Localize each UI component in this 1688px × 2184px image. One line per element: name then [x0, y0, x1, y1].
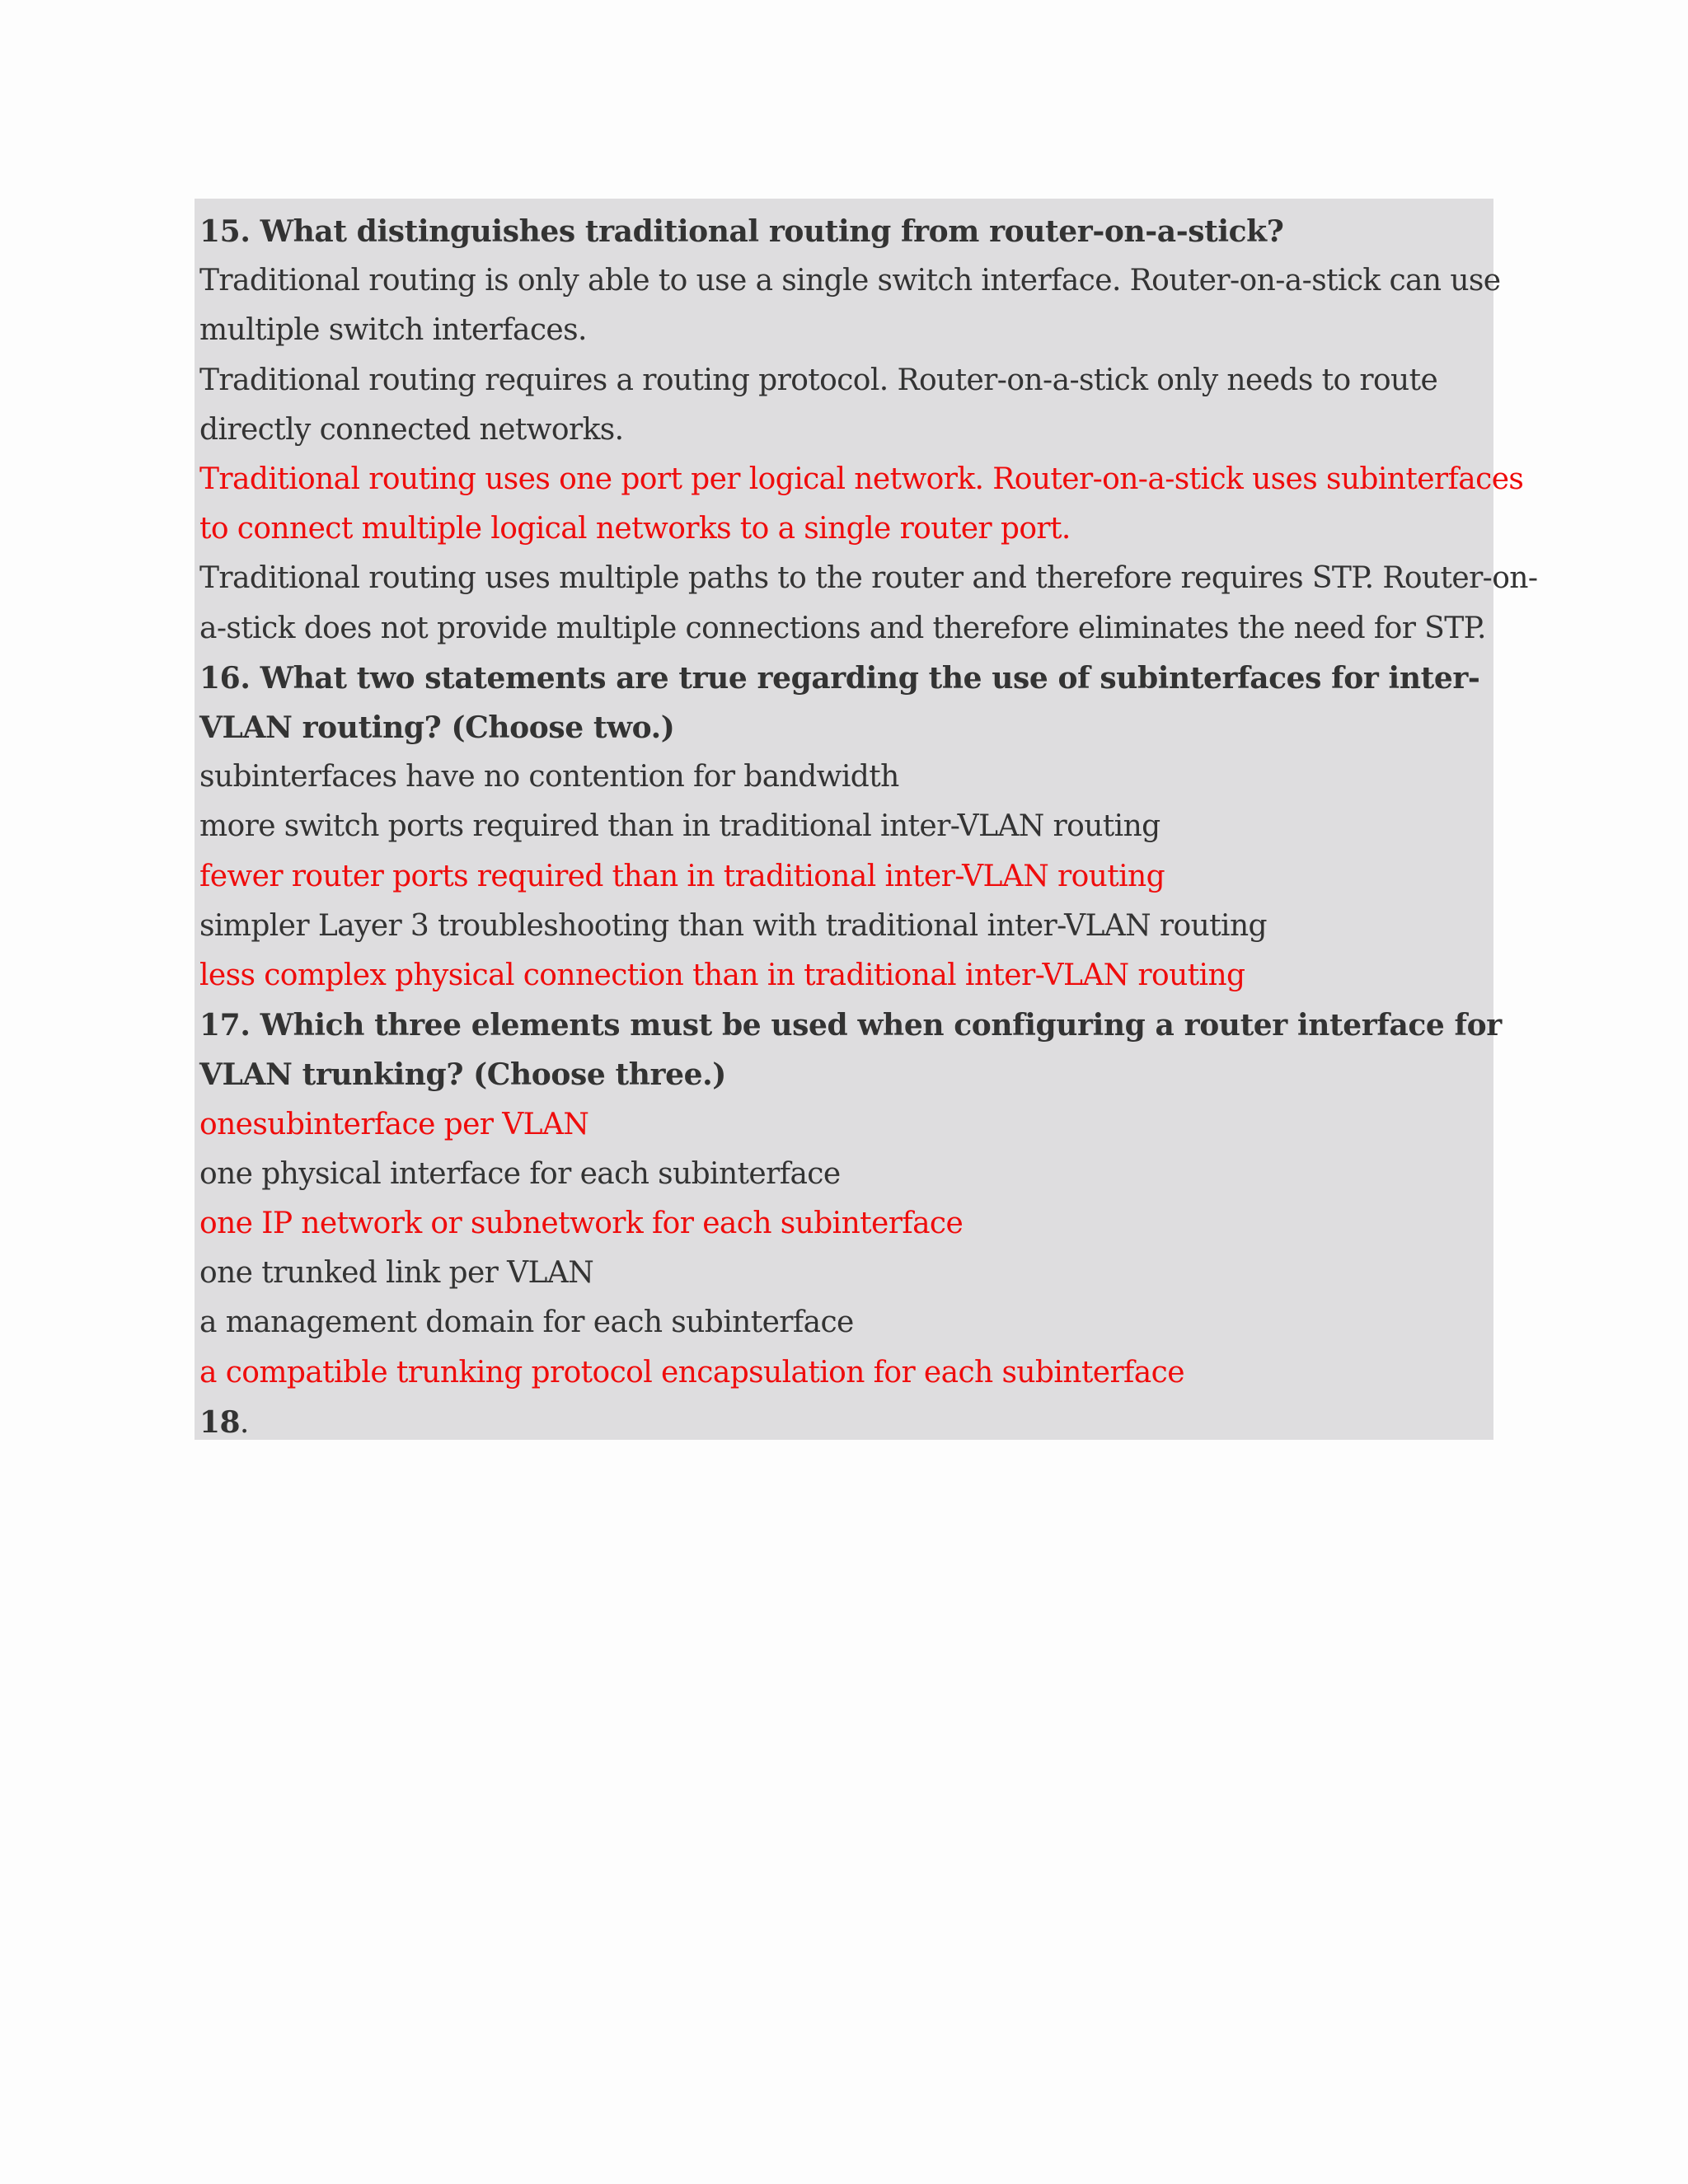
correct-answer-line: Traditional routing uses one port per logical network. Router-on-a-stick uses subinterfaces [199, 462, 1524, 497]
question-number: 18 [199, 1404, 240, 1440]
correct-answer-line: less complex physical connection than in traditional inter-VLAN routing [199, 958, 1245, 993]
question-16-title: 16. What two statements are true regarding the use of subinterfaces for inter- [199, 660, 1480, 696]
correct-answer-line: a compatible trunking protocol encapsulation for each subinterface [199, 1355, 1184, 1390]
question-18-title: 18. [199, 1404, 249, 1440]
answer-option-line: more switch ports required than in traditional inter-VLAN routing [199, 809, 1160, 844]
quiz-content-block [195, 199, 1538, 1440]
question-15-title: 15. What distinguishes traditional routing from router-on-a-stick? [199, 214, 1284, 249]
question-17-title-continued: VLAN trunking? (Choose three.) [199, 1057, 726, 1093]
answer-option-line: subinterfaces have no contention for bandwidth [199, 760, 899, 794]
answer-option-line: a management domain for each subinterface [199, 1305, 854, 1340]
answer-option-line: Traditional routing uses multiple paths to the router and therefore requires STP. Router-on- [199, 561, 1538, 596]
correct-answer-line: onesubinterface per VLAN [199, 1107, 589, 1141]
answer-option-line: one trunked link per VLAN [199, 1256, 594, 1291]
answer-option-line: a-stick does not provide multiple connections and therefore eliminates the need for STP. [199, 611, 1486, 645]
answer-option-line: simpler Layer 3 troubleshooting than with traditional inter-VLAN routing [199, 908, 1267, 943]
correct-answer-line: fewer router ports required than in traditional inter-VLAN routing [199, 859, 1165, 893]
question-text: What distinguishes traditional routing from router-on-a-stick? [260, 214, 1284, 249]
question-number: 15 [199, 214, 241, 249]
question-number: 16 [199, 660, 241, 696]
answer-option-line: directly connected networks. [199, 412, 624, 447]
question-17-title: 17. Which three elements must be used when configuring a router interface for [199, 1008, 1502, 1043]
answer-option-line: multiple switch interfaces. [199, 313, 587, 348]
answer-option-line: one physical interface for each subinterface [199, 1156, 841, 1191]
question-16-title-continued: VLAN routing? (Choose two.) [199, 710, 675, 746]
question-number: 17 [199, 1008, 241, 1043]
question-text: Which three elements must be used when configuring a router interface for [260, 1008, 1502, 1043]
answer-option-line: Traditional routing requires a routing protocol. Router-on-a-stick only needs to route [199, 363, 1438, 397]
answer-option-line: Traditional routing is only able to use a single switch interface. Router-on-a-stick can use [199, 264, 1501, 298]
correct-answer-line: to connect multiple logical networks to a single router port. [199, 512, 1071, 546]
question-text: What two statements are true regarding the use of subinterfaces for inter- [260, 660, 1480, 696]
correct-answer-line: one IP network or subnetwork for each subinterface [199, 1207, 964, 1241]
